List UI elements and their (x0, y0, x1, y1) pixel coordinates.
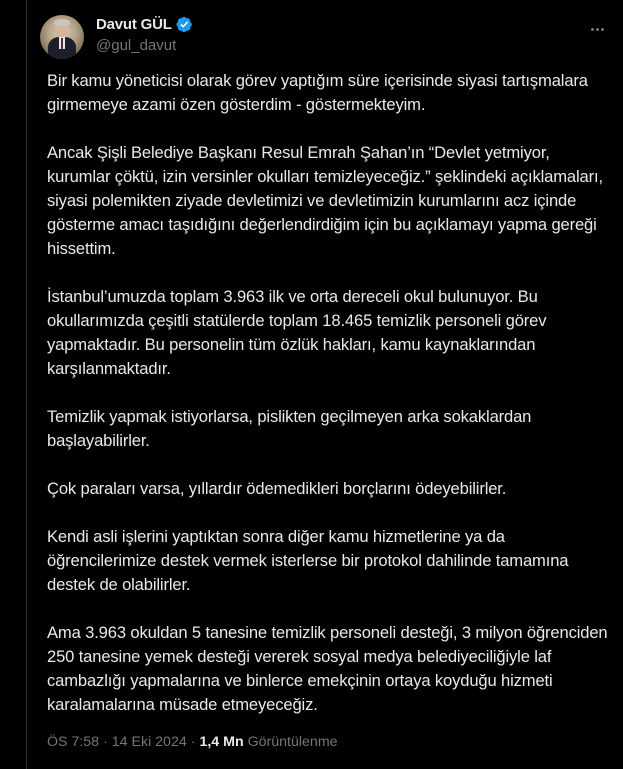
views-label: Görüntülenme (247, 734, 338, 750)
avatar-hair (54, 19, 70, 26)
more-horizontal-icon-dot (601, 28, 604, 31)
author-handle[interactable]: @gul_davut (96, 37, 177, 54)
avatar[interactable] (40, 15, 84, 59)
author-name-row (96, 16, 193, 33)
tweet-paragraph: Çok paraları varsa, yıllardır ödemedikleri borçlarını ödeyebilirler. (47, 479, 507, 498)
tweet-paragraph: İstanbul’umuzda toplam 3.963 ilk ve orta dereceli okul bulunuyor. Bu okullarımızda çeşitli statülerde toplam 18.465 temizlik personeli görev yapmaktadır. Bu personelin tüm özlük hakları, kamu kaynaklarından karşılanmaktadır. (47, 287, 547, 378)
tweet-date[interactable]: 14 Eki 2024 (111, 734, 187, 750)
more-options-button[interactable] (582, 14, 612, 44)
meta-separator: · (190, 734, 196, 750)
tweet-header (40, 14, 620, 60)
more-horizontal-icon-dot (596, 28, 599, 31)
tweet-paragraph: Kendi asli işlerini yaptıktan sonra diğer kamu hizmetlerine ya da öğrencilerimize destek vermek isterlerse bir protokol dahilinde tamamına destek de olabilirler. (47, 527, 569, 594)
tweet-text (47, 69, 617, 741)
tweet-time[interactable]: ÖS 7:58 (47, 734, 100, 750)
tweet-paragraph: Temizlik yapmak istiyorlarsa, pislikten geçilmeyen arka sokaklardan başlayabilirler. (47, 407, 532, 450)
tweet-paragraph: Ama 3.963 okuldan 5 tanesine temizlik personeli desteği, 3 milyon öğrenciden 250 tanesine yemek desteği vererek sosyal medya belediyeciliğiyle laf cambazlığı yapmalarına ve binlerce emekçinin ortaya koyduğu hizmeti karalamalarına müsade etmeyeceğiz. (47, 623, 608, 714)
meta-separator: · (103, 734, 108, 750)
views-count: 1,4 Mn (199, 734, 244, 750)
tweet-paragraph: Bir kamu yöneticisi olarak görev yaptığım süre içerisinde siyasi tartışmalara girmemeye azami özen gösterdim - göstermekteyim. (47, 71, 588, 114)
more-horizontal-icon (591, 28, 594, 31)
avatar-tie (61, 38, 63, 49)
column-border (26, 0, 27, 769)
tweet-meta (47, 734, 338, 750)
author-display-name[interactable]: Davut GÜL (96, 16, 172, 33)
verified-badge-icon[interactable] (176, 16, 193, 33)
tweet-paragraph: Ancak Şişli Belediye Başkanı Resul Emrah Şahan’ın “Devlet yetmiyor, kurumlar çöktü, izin versinler okulları temizleyeceğiz.” şeklindeki açıklamaları, siyasi polemikten ziyade devletimizi ve devletimizin kurumlarını acz içinde gösterme amacı taşıdığını değerlendirdiğim için bu açıklamayı yapma gereği hissettim. (47, 143, 603, 258)
